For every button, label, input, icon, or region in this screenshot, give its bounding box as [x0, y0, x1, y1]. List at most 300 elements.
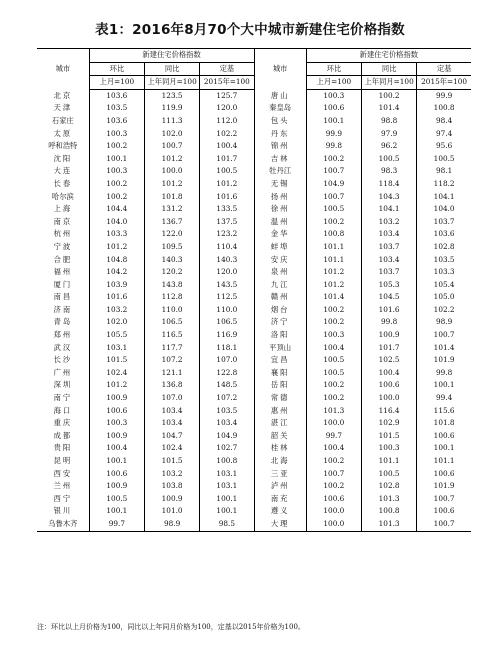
table-row — [37, 493, 471, 506]
fixed-base-header: 2015年=100 — [200, 76, 254, 90]
city-cell: 北海 — [254, 455, 306, 468]
mom-cell: 99.7 — [306, 430, 361, 443]
city-cell: 福州 — [53, 267, 73, 277]
city-cell: 常德 — [254, 392, 306, 405]
fixed-header: 定基 — [417, 62, 471, 76]
mom-cell: 100.6 — [306, 493, 361, 506]
fixed-cell: 125.7 — [200, 89, 254, 102]
fixed-cell: 95.6 — [417, 140, 471, 153]
fixed-cell: 103.6 — [417, 228, 471, 241]
mom-cell: 100.5 — [89, 493, 144, 506]
fixed-cell: 122.8 — [200, 367, 254, 380]
yoy-cell: 123.5 — [144, 89, 199, 102]
yoy-cell: 104.3 — [361, 191, 416, 204]
fixed-cell: 99.8 — [417, 367, 471, 380]
mom-cell: 101.4 — [306, 291, 361, 304]
fixed-base-header: 2015年=100 — [417, 76, 471, 90]
yoy-cell: 102.9 — [361, 417, 416, 430]
city-cell: 青岛 — [53, 317, 73, 327]
yoy-cell: 121.1 — [144, 367, 199, 380]
fixed-cell: 105.4 — [417, 279, 471, 292]
table-row — [37, 480, 471, 493]
yoy-cell: 99.8 — [361, 316, 416, 329]
yoy-cell: 100.5 — [361, 468, 416, 481]
mom-cell: 100.5 — [306, 367, 361, 380]
yoy-cell: 97.9 — [361, 128, 416, 141]
city-cell: 贵阳 — [53, 443, 73, 453]
yoy-cell: 96.2 — [361, 140, 416, 153]
fixed-cell: 100.6 — [417, 505, 471, 518]
city-cell: 济宁 — [254, 316, 306, 329]
mom-cell: 100.6 — [89, 468, 144, 481]
yoy-cell: 100.5 — [361, 153, 416, 166]
table-row — [37, 392, 471, 405]
fixed-cell: 103.3 — [417, 266, 471, 279]
fixed-cell: 112.0 — [200, 115, 254, 128]
city-cell: 唐山 — [254, 89, 306, 102]
mom-cell: 100.2 — [306, 392, 361, 405]
city-cell: 哈尔滨 — [51, 191, 74, 201]
fixed-cell: 110.0 — [200, 304, 254, 317]
mom-cell: 99.7 — [89, 518, 144, 531]
mom-cell: 100.5 — [306, 203, 361, 216]
fixed-cell: 102.8 — [417, 241, 471, 254]
city-cell: 乌鲁木齐 — [37, 518, 89, 531]
mom-cell: 100.0 — [306, 505, 361, 518]
yoy-cell: 101.5 — [361, 430, 416, 443]
mom-cell: 103.6 — [89, 115, 144, 128]
yoy-cell: 101.0 — [144, 505, 199, 518]
city-cell: 赣州 — [254, 291, 306, 304]
yoy-cell: 103.8 — [144, 480, 199, 493]
yoy-cell: 131.2 — [144, 203, 199, 216]
city-cell: 九江 — [254, 279, 306, 292]
fixed-cell: 100.6 — [417, 468, 471, 481]
city-cell: 牡丹江 — [254, 165, 306, 178]
table-row — [37, 266, 471, 279]
yoy-cell: 103.2 — [144, 468, 199, 481]
mom-cell: 100.2 — [89, 178, 144, 191]
fixed-cell: 100.6 — [417, 430, 471, 443]
table-row — [37, 128, 471, 141]
city-cell: 遵义 — [254, 505, 306, 518]
city-cell: 包头 — [254, 115, 306, 128]
table-row — [37, 203, 471, 216]
yoy-cell: 140.3 — [144, 254, 199, 267]
city-cell: 成都 — [53, 430, 73, 440]
city-cell: 宜昌 — [254, 354, 306, 367]
fixed-cell: 98.9 — [417, 316, 471, 329]
city-cell: 深圳 — [53, 380, 73, 390]
fixed-cell: 98.1 — [417, 165, 471, 178]
mom-cell: 100.4 — [306, 342, 361, 355]
city-cell: 长春 — [53, 178, 73, 188]
city-cell: 蚌埠 — [254, 241, 306, 254]
yoy-cell: 100.9 — [361, 329, 416, 342]
table-row — [37, 140, 471, 153]
city-cell: 宁波 — [53, 241, 73, 251]
fixed-cell: 98.5 — [200, 518, 254, 531]
fixed-cell: 101.9 — [417, 354, 471, 367]
mom-cell: 100.7 — [306, 191, 361, 204]
fixed-cell: 115.6 — [417, 405, 471, 418]
city-cell: 徐州 — [254, 203, 306, 216]
yoy-cell: 118.4 — [361, 178, 416, 191]
city-cell: 西宁 — [53, 493, 73, 503]
yoy-header: 同比 — [144, 62, 199, 76]
city-cell: 岳阳 — [254, 379, 306, 392]
fixed-cell: 100.1 — [200, 505, 254, 518]
mom-base-header: 上月=100 — [306, 76, 361, 90]
city-cell: 金华 — [254, 228, 306, 241]
yoy-cell: 109.5 — [144, 241, 199, 254]
yoy-cell: 103.7 — [361, 241, 416, 254]
yoy-cell: 112.8 — [144, 291, 199, 304]
mom-cell: 100.3 — [89, 417, 144, 430]
yoy-cell: 106.5 — [144, 316, 199, 329]
city-cell: 泉州 — [254, 266, 306, 279]
yoy-cell: 119.9 — [144, 102, 199, 115]
fixed-cell: 99.4 — [417, 392, 471, 405]
city-cell: 大连 — [53, 166, 73, 176]
table-row — [37, 102, 471, 115]
city-cell: 南充 — [254, 493, 306, 506]
yoy-cell: 101.2 — [144, 153, 199, 166]
city-cell: 南昌 — [53, 292, 73, 302]
fixed-cell: 110.4 — [200, 241, 254, 254]
table-row — [37, 379, 471, 392]
city-cell: 太原 — [53, 128, 73, 138]
index-group-header-right: 新建住宅价格指数 — [306, 49, 471, 63]
table-row — [37, 316, 471, 329]
city-cell: 三亚 — [254, 468, 306, 481]
city-cell: 平顶山 — [254, 342, 306, 355]
mom-cell: 100.2 — [306, 480, 361, 493]
yoy-base-header: 上年同月=100 — [144, 76, 199, 90]
fixed-cell: 103.1 — [200, 468, 254, 481]
table-row — [37, 178, 471, 191]
mom-cell: 101.1 — [306, 254, 361, 267]
fixed-cell: 104.9 — [200, 430, 254, 443]
city-cell: 襄阳 — [254, 367, 306, 380]
yoy-cell: 101.3 — [361, 493, 416, 506]
city-cell: 武汉 — [53, 342, 73, 352]
footnote: 注：环比以上月价格为100，同比以上年同月价格为100，定基以2015年价格为100。 — [37, 623, 305, 631]
mom-cell: 103.6 — [89, 89, 144, 102]
yoy-cell: 105.3 — [361, 279, 416, 292]
yoy-cell: 100.0 — [144, 165, 199, 178]
yoy-cell: 104.5 — [361, 291, 416, 304]
yoy-cell: 103.4 — [144, 405, 199, 418]
mom-cell: 100.2 — [306, 216, 361, 229]
table-title: 表1：2016年8月70个大中城市新建住宅价格指数 — [95, 22, 405, 38]
mom-cell: 100.6 — [306, 102, 361, 115]
city-header-right: 城市 — [254, 49, 306, 90]
mom-cell: 100.2 — [306, 153, 361, 166]
mom-cell: 101.6 — [89, 291, 144, 304]
mom-header: 环比 — [306, 62, 361, 76]
yoy-cell: 100.9 — [144, 493, 199, 506]
city-cell: 郑州 — [53, 330, 73, 340]
fixed-cell: 100.7 — [417, 493, 471, 506]
yoy-cell: 101.3 — [361, 518, 416, 531]
city-cell: 济南 — [53, 304, 73, 314]
table-row — [37, 505, 471, 518]
city-header-left: 城市 — [37, 49, 89, 90]
city-cell: 烟台 — [254, 304, 306, 317]
yoy-cell: 100.2 — [361, 89, 416, 102]
fixed-cell: 101.9 — [417, 480, 471, 493]
table-row — [37, 165, 471, 178]
yoy-cell: 116.5 — [144, 329, 199, 342]
mom-cell: 100.8 — [306, 228, 361, 241]
mom-cell: 104.0 — [89, 216, 144, 229]
yoy-cell: 101.2 — [144, 178, 199, 191]
fixed-cell: 103.5 — [200, 405, 254, 418]
city-cell: 杭州 — [53, 229, 73, 239]
yoy-cell: 110.0 — [144, 304, 199, 317]
yoy-cell: 98.8 — [361, 115, 416, 128]
fixed-cell: 101.1 — [417, 455, 471, 468]
fixed-cell: 98.4 — [417, 115, 471, 128]
yoy-cell: 101.1 — [361, 455, 416, 468]
mom-cell: 105.5 — [89, 329, 144, 342]
city-cell: 兰州 — [53, 481, 73, 491]
city-cell: 呼和浩特 — [48, 141, 78, 151]
fixed-cell: 100.7 — [417, 518, 471, 531]
mom-cell: 100.1 — [89, 153, 144, 166]
city-cell: 北京 — [53, 90, 73, 100]
table-row — [37, 468, 471, 481]
mom-cell: 100.3 — [306, 89, 361, 102]
mom-cell: 100.0 — [306, 518, 361, 531]
mom-cell: 100.4 — [89, 442, 144, 455]
city-cell: 昆明 — [53, 456, 73, 465]
table-row — [37, 329, 471, 342]
mom-cell: 102.4 — [89, 367, 144, 380]
yoy-cell: 136.8 — [144, 379, 199, 392]
fixed-cell: 107.0 — [200, 354, 254, 367]
fixed-cell: 104.0 — [417, 203, 471, 216]
table-row — [37, 191, 471, 204]
mom-cell: 99.9 — [306, 128, 361, 141]
yoy-cell: 103.4 — [361, 228, 416, 241]
fixed-cell: 100.1 — [417, 442, 471, 455]
yoy-cell: 98.3 — [361, 165, 416, 178]
mom-cell: 103.3 — [89, 228, 144, 241]
index-group-header-left: 新建住宅价格指数 — [89, 49, 254, 63]
mom-cell: 100.2 — [89, 191, 144, 204]
city-cell: 洛阳 — [254, 329, 306, 342]
city-cell: 温州 — [254, 216, 306, 229]
fixed-cell: 140.3 — [200, 254, 254, 267]
yoy-cell: 98.9 — [144, 518, 199, 531]
fixed-cell: 116.9 — [200, 329, 254, 342]
fixed-cell: 103.5 — [417, 254, 471, 267]
mom-cell: 100.2 — [89, 140, 144, 153]
city-cell: 沈阳 — [53, 153, 73, 163]
mom-cell: 101.2 — [89, 379, 144, 392]
city-cell: 安庆 — [254, 254, 306, 267]
mom-cell: 100.2 — [306, 316, 361, 329]
mom-cell: 100.2 — [306, 379, 361, 392]
fixed-cell: 120.0 — [200, 102, 254, 115]
fixed-cell: 99.9 — [417, 89, 471, 102]
table-body — [37, 89, 471, 531]
yoy-cell: 103.7 — [361, 266, 416, 279]
table-row — [37, 417, 471, 430]
fixed-cell: 101.6 — [200, 191, 254, 204]
fixed-cell: 133.5 — [200, 203, 254, 216]
yoy-cell: 104.1 — [361, 203, 416, 216]
mom-cell: 100.7 — [306, 468, 361, 481]
yoy-cell: 101.6 — [361, 304, 416, 317]
table-row — [37, 455, 471, 468]
table-row — [37, 216, 471, 229]
table-row — [37, 254, 471, 267]
mom-cell: 99.8 — [306, 140, 361, 153]
yoy-cell: 136.7 — [144, 216, 199, 229]
table-row — [37, 430, 471, 443]
yoy-cell: 100.8 — [361, 505, 416, 518]
yoy-base-header: 上年同月=100 — [361, 76, 416, 90]
city-cell: 上海 — [53, 204, 73, 214]
table-row — [37, 228, 471, 241]
mom-cell: 100.3 — [89, 165, 144, 178]
city-cell: 南宁 — [53, 393, 73, 403]
fixed-cell: 105.0 — [417, 291, 471, 304]
fixed-cell: 118.1 — [200, 342, 254, 355]
yoy-cell: 116.4 — [361, 405, 416, 418]
city-cell: 石家庄 — [51, 115, 74, 125]
mom-cell: 103.9 — [89, 279, 144, 292]
mom-cell: 104.9 — [306, 178, 361, 191]
mom-cell: 100.9 — [89, 430, 144, 443]
fixed-cell: 100.5 — [417, 153, 471, 166]
fixed-cell: 100.8 — [200, 455, 254, 468]
yoy-cell: 102.0 — [144, 128, 199, 141]
mom-cell: 100.7 — [306, 165, 361, 178]
yoy-cell: 102.4 — [144, 442, 199, 455]
fixed-cell: 102.2 — [417, 304, 471, 317]
mom-cell: 100.1 — [89, 455, 144, 468]
fixed-cell: 143.5 — [200, 279, 254, 292]
city-cell: 南京 — [53, 216, 73, 226]
fixed-cell: 107.2 — [200, 392, 254, 405]
city-cell: 韶关 — [254, 430, 306, 443]
yoy-cell: 122.0 — [144, 228, 199, 241]
mom-cell: 100.9 — [89, 392, 144, 405]
fixed-cell: 120.0 — [200, 266, 254, 279]
yoy-cell: 100.6 — [361, 379, 416, 392]
mom-header: 环比 — [89, 62, 144, 76]
city-cell: 丹东 — [254, 128, 306, 141]
fixed-cell: 102.2 — [200, 128, 254, 141]
table-row — [37, 241, 471, 254]
yoy-cell: 102.8 — [361, 480, 416, 493]
mom-cell: 100.1 — [306, 115, 361, 128]
yoy-cell: 111.3 — [144, 115, 199, 128]
fixed-cell: 101.8 — [417, 417, 471, 430]
yoy-cell: 103.4 — [361, 254, 416, 267]
fixed-cell: 103.4 — [200, 417, 254, 430]
city-cell: 秦皇岛 — [254, 102, 306, 115]
mom-cell: 100.1 — [89, 505, 144, 518]
city-cell: 天津 — [53, 103, 73, 113]
city-cell: 重庆 — [53, 418, 73, 428]
fixed-cell: 102.7 — [200, 442, 254, 455]
mom-cell: 104.4 — [89, 203, 144, 216]
city-cell: 西安 — [53, 468, 73, 478]
price-index-table — [37, 48, 471, 532]
fixed-cell: 100.4 — [200, 140, 254, 153]
city-cell: 大理 — [254, 518, 306, 531]
table-row — [37, 115, 471, 128]
table-row — [37, 291, 471, 304]
city-cell: 泸州 — [254, 480, 306, 493]
mom-cell: 104.2 — [89, 266, 144, 279]
table-row — [37, 153, 471, 166]
mom-cell: 100.6 — [89, 405, 144, 418]
fixed-cell: 100.5 — [200, 165, 254, 178]
city-cell: 惠州 — [254, 405, 306, 418]
yoy-cell: 101.5 — [144, 455, 199, 468]
mom-base-header: 上月=100 — [89, 76, 144, 90]
yoy-cell: 143.8 — [144, 279, 199, 292]
mom-cell: 101.2 — [306, 266, 361, 279]
mom-cell: 100.3 — [89, 128, 144, 141]
yoy-header: 同比 — [361, 62, 416, 76]
yoy-cell: 102.5 — [361, 354, 416, 367]
city-cell: 银川 — [53, 506, 73, 516]
city-cell: 扬州 — [254, 191, 306, 204]
city-cell: 无锡 — [254, 178, 306, 191]
table-row — [37, 279, 471, 292]
table-row — [37, 442, 471, 455]
fixed-cell: 123.2 — [200, 228, 254, 241]
mom-cell: 100.2 — [306, 304, 361, 317]
fixed-cell: 100.1 — [200, 493, 254, 506]
mom-cell: 103.1 — [89, 342, 144, 355]
mom-cell: 103.5 — [89, 102, 144, 115]
city-cell: 广州 — [53, 367, 73, 377]
yoy-cell: 103.2 — [361, 216, 416, 229]
table-row — [37, 518, 471, 531]
mom-cell: 100.2 — [306, 455, 361, 468]
fixed-cell: 97.4 — [417, 128, 471, 141]
fixed-cell: 103.7 — [417, 216, 471, 229]
yoy-cell: 101.7 — [361, 342, 416, 355]
table-row — [37, 342, 471, 355]
mom-cell: 101.2 — [306, 279, 361, 292]
yoy-cell: 103.4 — [144, 417, 199, 430]
table-row — [37, 367, 471, 380]
mom-cell: 104.8 — [89, 254, 144, 267]
mom-cell: 101.1 — [306, 241, 361, 254]
table-row — [37, 304, 471, 317]
city-cell: 长沙 — [53, 355, 73, 365]
yoy-cell: 104.7 — [144, 430, 199, 443]
fixed-cell: 101.4 — [417, 342, 471, 355]
yoy-cell: 117.7 — [144, 342, 199, 355]
mom-cell: 101.3 — [306, 405, 361, 418]
yoy-cell: 101.4 — [361, 102, 416, 115]
city-cell: 合肥 — [53, 254, 73, 264]
fixed-cell: 100.8 — [417, 102, 471, 115]
mom-cell: 100.4 — [306, 442, 361, 455]
city-cell: 海口 — [53, 405, 73, 415]
yoy-cell: 100.0 — [361, 392, 416, 405]
